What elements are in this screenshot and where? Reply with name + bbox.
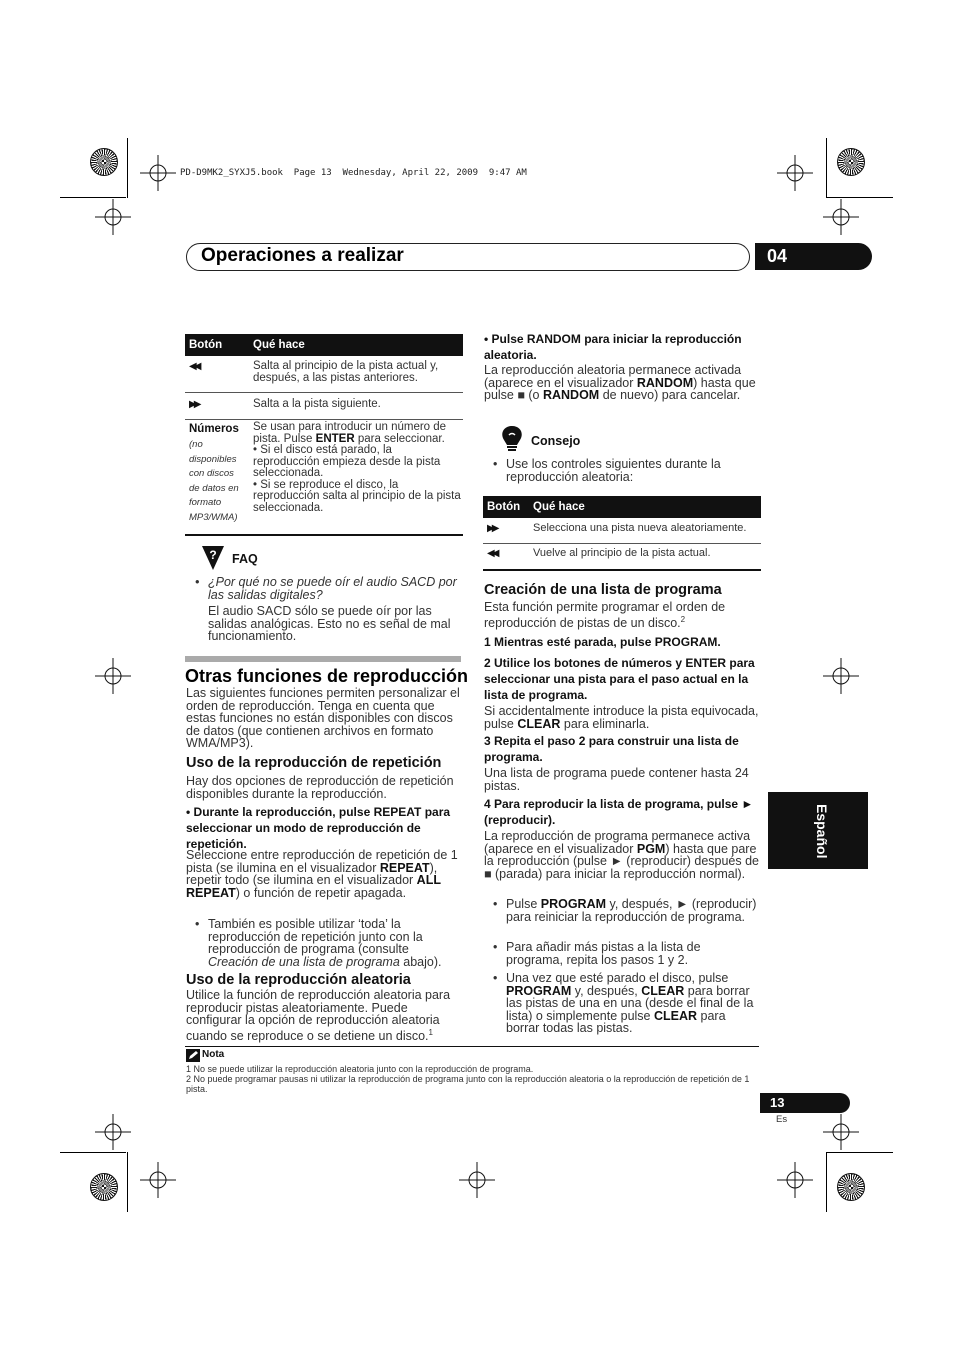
note-divider xyxy=(185,1046,759,1047)
table-cell-note: (no disponibles con discos de datos en formato MP3/WMA) xyxy=(189,439,239,523)
program-bullet-2: • Para añadir más pistas a la lista de programa, repita los pasos 1 y 2. xyxy=(506,941,760,966)
faq-label: FAQ xyxy=(232,552,258,566)
program-step-3: 3 Repita el paso 2 para construir una lista de programa. xyxy=(484,734,739,764)
col-action: Qué hace xyxy=(533,501,585,513)
consejo-bullet: • Use los controles siguientes durante la reproducción aleatoria: xyxy=(506,458,760,483)
repeat-bullet: • También es posible utilizar ‘toda’ la reproducción de repetición junto con la reproducción de programa (consulte Creación de una lista de programa abajo). xyxy=(208,918,462,968)
random-step: • Pulse RANDOM para iniciar la reproducción aleatoria. xyxy=(484,332,742,362)
col-button: Botón xyxy=(189,339,223,351)
consejo-label: Consejo xyxy=(531,434,581,448)
chapter-title: Operaciones a realizar xyxy=(201,245,404,266)
file-info: PD-D9MK2_SYXJ5.book Page 13 Wednesday, April 22, 2009 9:47 AM xyxy=(180,168,527,178)
table-cell: Selecciona una pista nueva aleatoriamente. xyxy=(533,522,747,534)
table-cell: Vuelve al principio de la pista actual. xyxy=(533,547,711,559)
button-table xyxy=(185,334,463,536)
random-desc: La reproducción aleatoria permanece activada (aparece en el visualizador RANDOM) hasta que pulse ■ (o RANDOM de nuevo) para cancelar. xyxy=(484,363,756,403)
table-header xyxy=(483,496,761,518)
program-step-4-desc: La reproducción de programa permanece activa (aparece en el visualizador PGM) hasta que pare la reproducción (pulse ► (reproducir) después de ■ (parada) para iniciar la reproducción normal). xyxy=(484,829,760,881)
svg-text:?: ? xyxy=(209,548,217,562)
note-label: Nota xyxy=(202,1049,225,1060)
lightbulb-icon xyxy=(499,425,525,453)
program-bullet-1: • Pulse PROGRAM y, después, ► (reproducir) para reiniciar la reproducción de programa. xyxy=(506,898,760,923)
prev-track-icon: ◀◀ xyxy=(189,361,199,372)
table-cell: Se usan para introducir un número de pista. Pulse ENTER para seleccionar. • Si el disco está parado, la reproducción empieza desde la pista seleccionada. • Si se reproduce el disco, la reproducción salta al principio de la pista seleccionada. xyxy=(253,421,461,514)
program-step-3-desc: Una lista de programa puede contener hasta 24 pistas. xyxy=(484,766,749,793)
next-track-icon: ▶▶ xyxy=(487,523,497,534)
table-cell: Salta a la pista siguiente. xyxy=(253,398,381,410)
chapter-header xyxy=(186,243,750,271)
program-step-2: 2 Utilice los botones de números y ENTER para seleccionar una pista para el paso actual en la lista de programa. xyxy=(484,656,755,702)
repeat-desc: Seleccione entre reproducción de repetición de 1 pista (se ilumina en el visualizador REPEAT), repetir todo (se ilumina en el visualizador ALL REPEAT) o función de repetir apagada. xyxy=(186,848,458,900)
random-button-table xyxy=(483,496,761,572)
faq-icon xyxy=(200,544,226,572)
faq-question: • ¿Por qué no se puede oír el audio SACD por las salidas digitales? xyxy=(208,576,460,601)
table-header xyxy=(185,334,463,356)
next-track-icon: ▶▶ xyxy=(189,399,199,410)
section-divider xyxy=(185,656,461,662)
table-cell: Salta al principio de la pista actual y, después, a las pistas anteriores. xyxy=(253,360,439,384)
chapter-number: 04 xyxy=(755,243,872,270)
note-pencil-icon xyxy=(186,1049,200,1062)
table-cell: Números xyxy=(189,423,239,435)
prev-track-icon: ◀◀ xyxy=(487,548,497,559)
program-step-2-desc: Si accidentalmente introduce la pista equivocada, pulse CLEAR para eliminarla. xyxy=(484,704,759,731)
program-bullet-3: • Una vez que esté parado el disco, pulse PROGRAM y, después, CLEAR para borrar las pistas de una en una (desde el final de la lista) o simplemente pulse CLEAR para borrar todas las pistas. xyxy=(506,972,760,1035)
section-title: Otras funciones de reproducción xyxy=(185,666,469,686)
program-step-1: 1 Mientras esté parada, pulse PROGRAM. xyxy=(484,635,721,649)
col-button: Botón xyxy=(487,501,521,513)
random-intro: Utilice la función de reproducción aleatoria para reproducir pistas aleatoriamente. Puede configurar la opción de reproducción aleatoria cuando se reproduce o se detiene un disco.$^1$ xyxy=(186,988,451,1043)
program-intro: Esta función permite programar el orden de reproducción de pistas de un disco.$^2$ xyxy=(484,600,726,630)
random-title: Uso de la reproducción aleatoria xyxy=(186,972,411,988)
faq-answer: El audio SACD sólo se puede oír por las salidas analógicas. Esto no es señal de mal funcionamiento. xyxy=(208,604,451,644)
col-action: Qué hace xyxy=(253,339,305,351)
repeat-intro: Hay dos opciones de reproducción de repetición disponibles durante la reproducción. xyxy=(186,774,454,801)
repeat-step: • Durante la reproducción, pulse REPEAT para seleccionar un modo de reproducción de repetición. xyxy=(186,805,451,851)
program-title: Creación de una lista de programa xyxy=(484,582,722,598)
page-lang: Es xyxy=(776,1114,788,1125)
repeat-title: Uso de la reproducción de repetición xyxy=(186,755,442,771)
language-tab: Español xyxy=(768,792,868,869)
program-step-4: 4 Para reproducir la lista de programa, pulse ► (reproducir). xyxy=(484,797,754,827)
note-line-1: 1 No se puede utilizar la reproducción aleatoria junto con la reproducción de programa. xyxy=(186,1064,534,1074)
page-number: 13 xyxy=(760,1093,850,1113)
note-line-2: 2 No puede programar pausas ni utilizar la reproducción de programa junto con la reproducción aleatoria o la reproducción de repetición de 1 pista. xyxy=(186,1074,750,1094)
section-intro: Las siguientes funciones permiten personalizar el orden de reproducción. Tenga en cuenta que estas funciones no están disponibles con discos de datos (que contienen archivos en formato WMA/MP3). xyxy=(186,686,460,751)
